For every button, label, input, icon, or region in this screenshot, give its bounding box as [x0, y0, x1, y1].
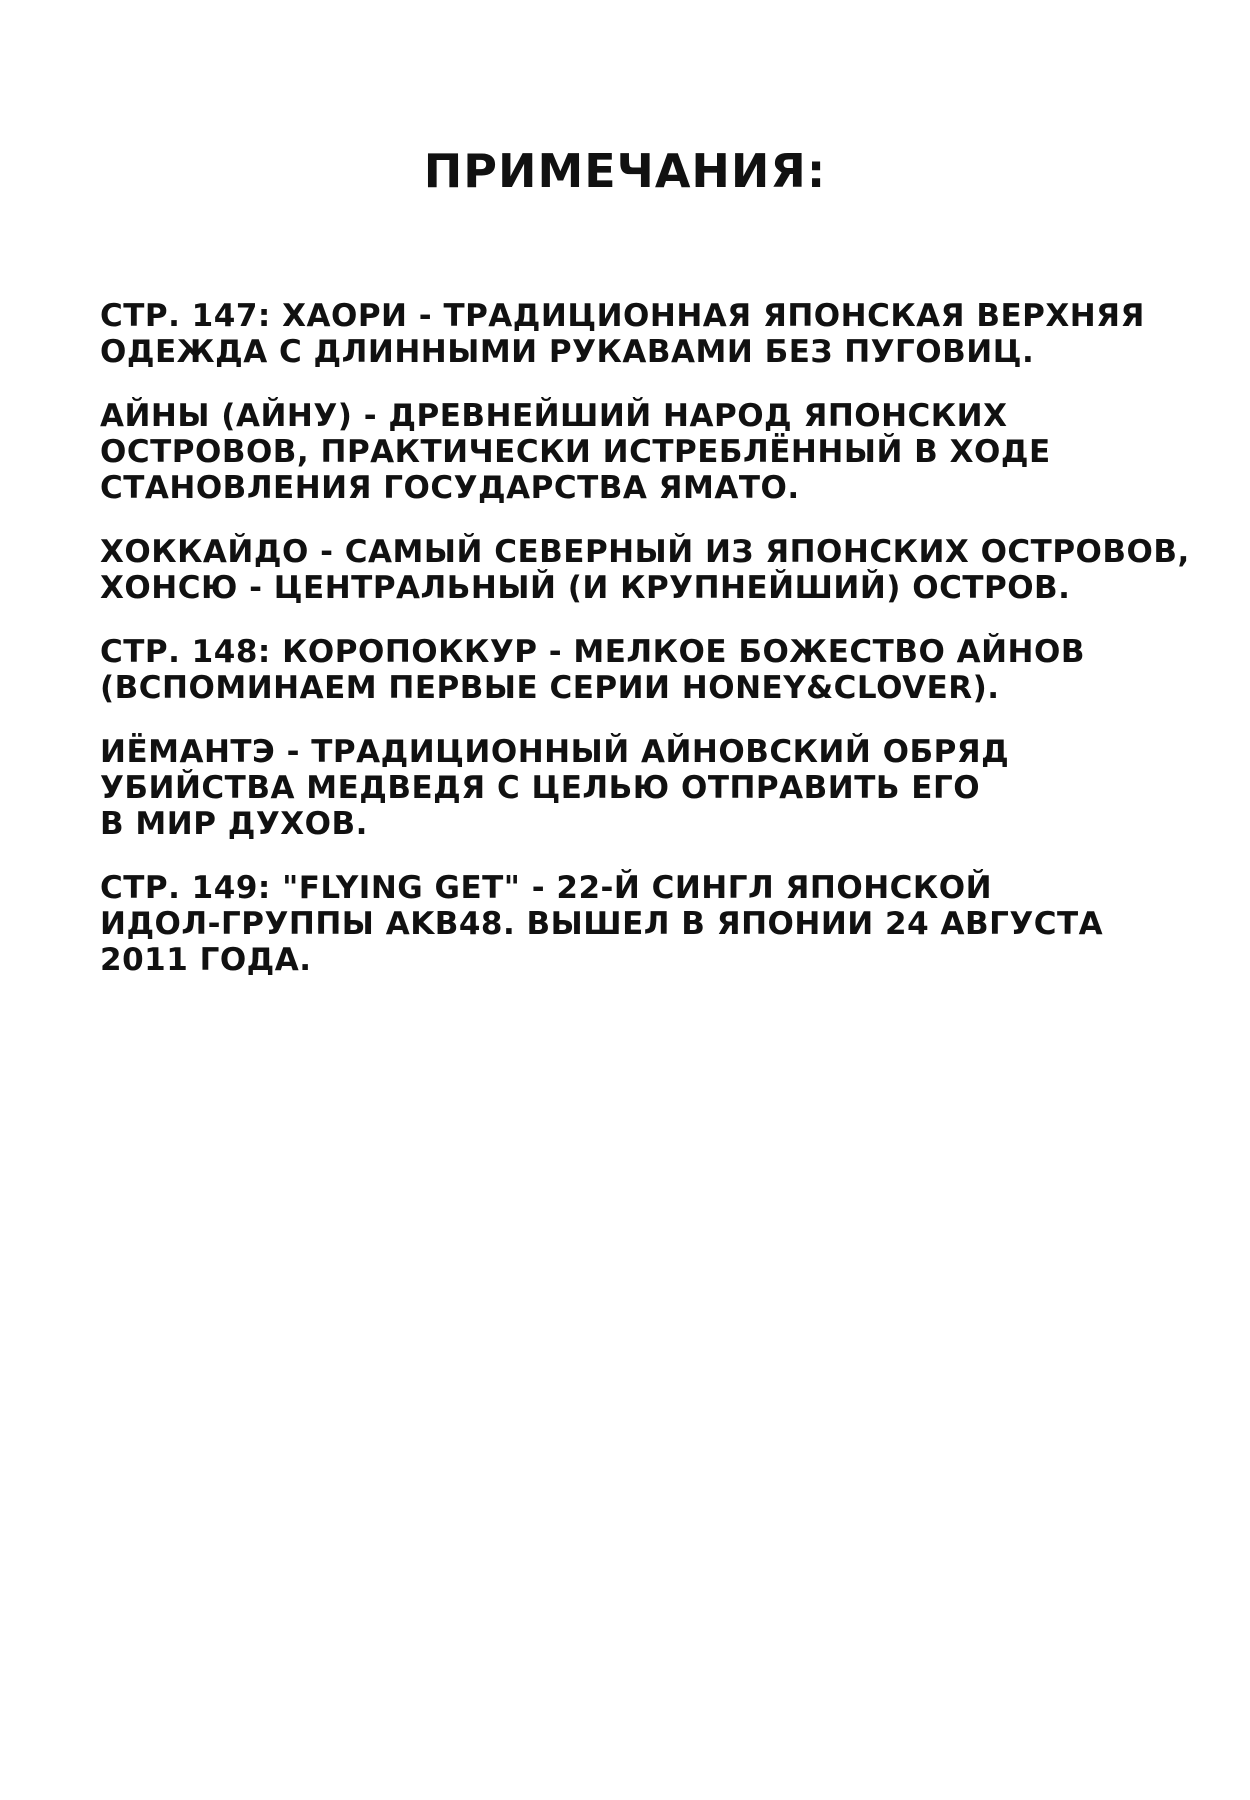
note-line: ХОНСЮ - ЦЕНТРАЛЬНЫЙ (И КРУПНЕЙШИЙ) ОСТРОВ. [100, 570, 1071, 606]
note-line: СТР. 149: "FLYING GET" - 22-Й СИНГЛ ЯПОНСКОЙ [100, 870, 993, 906]
note-line: В МИР ДУХОВ. [100, 806, 368, 842]
note-line: ХОККАЙДО - САМЫЙ СЕВЕРНЫЙ ИЗ ЯПОНСКИХ ОСТРОВОВ, [100, 534, 1190, 570]
note-koropokkur [100, 634, 1220, 706]
note-line: АЙНЫ (АЙНУ) - ДРЕВНЕЙШИЙ НАРОД ЯПОНСКИХ [100, 398, 1008, 434]
note-iomante [100, 734, 1220, 842]
note-line: ОДЕЖДА С ДЛИННЫМИ РУКАВАМИ БЕЗ ПУГОВИЦ. [100, 334, 1035, 370]
notes-list [100, 298, 1220, 1006]
note-line: ОСТРОВОВ, ПРАКТИЧЕСКИ ИСТРЕБЛЁННЫЙ В ХОДЕ [100, 434, 1051, 470]
note-line: СТР. 148: КОРОПОККУР - МЕЛКОЕ БОЖЕСТВО АЙНОВ [100, 634, 1085, 670]
note-line: СТР. 147: ХАОРИ - ТРАДИЦИОННАЯ ЯПОНСКАЯ ВЕРХНЯЯ [100, 298, 1145, 334]
note-ainu [100, 398, 1220, 506]
note-line: УБИЙСТВА МЕДВЕДЯ С ЦЕЛЬЮ ОТПРАВИТЬ ЕГО [100, 770, 981, 806]
page-title: ПРИМЕЧАНИЯ: [423, 144, 827, 198]
note-flying-get [100, 870, 1220, 978]
note-line: ИДОЛ-ГРУППЫ AKB48. ВЫШЕЛ В ЯПОНИИ 24 АВГУСТА [100, 906, 1104, 942]
note-haori [100, 298, 1220, 370]
note-hokkaido [100, 534, 1220, 606]
note-line: СТАНОВЛЕНИЯ ГОСУДАРСТВА ЯМАТО. [100, 470, 800, 506]
note-line: ИЁМАНТЭ - ТРАДИЦИОННЫЙ АЙНОВСКИЙ ОБРЯД [100, 734, 1010, 770]
note-line: 2011 ГОДА. [100, 942, 312, 978]
note-line: (ВСПОМИНАЕМ ПЕРВЫЕ СЕРИИ HONEY&CLOVER). [100, 670, 1000, 706]
